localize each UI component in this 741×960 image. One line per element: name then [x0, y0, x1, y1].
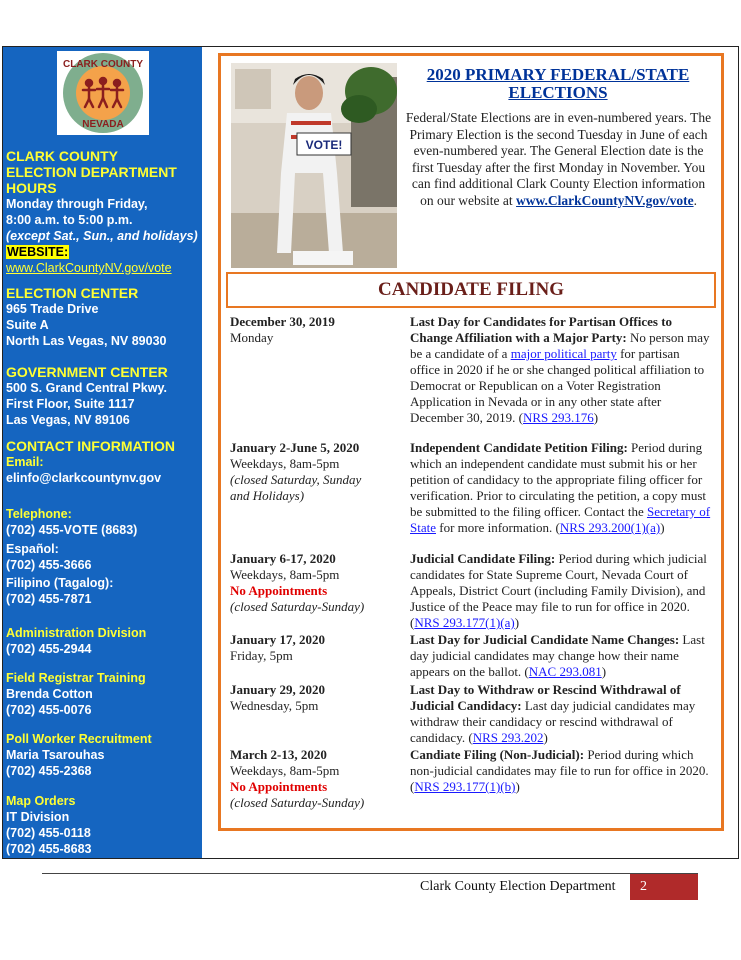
- row-date: January 2-June 5, 2020: [230, 440, 360, 455]
- svg-text:CLARK COUNTY: CLARK COUNTY: [63, 59, 143, 70]
- contact-section: [6, 438, 200, 486]
- intro-suffix: .: [693, 192, 697, 208]
- sidebar: [3, 47, 202, 858]
- secretary-of-state-link[interactable]: Secretary of State: [410, 504, 711, 535]
- hours-heading-1: CLARK COUNTY: [6, 148, 118, 164]
- page-number: 2: [630, 874, 698, 900]
- nrs-293-176-link[interactable]: NRS 293.176: [523, 410, 594, 425]
- government-center-line: Las Vegas, NV 89106: [6, 413, 130, 427]
- hours-except: (except Sat., Sun., and holidays): [6, 229, 198, 243]
- poll-worker-number: (702) 455-2368: [6, 764, 92, 778]
- row-description: [410, 632, 712, 680]
- espanol-label: Español:: [6, 542, 59, 556]
- email-label: Email:: [6, 455, 44, 469]
- svg-text:VOTE!: VOTE!: [305, 138, 343, 152]
- footer-divider: [42, 873, 698, 874]
- row-desc-title: Last Day for Judicial Candidate Name Changes:: [410, 632, 680, 647]
- row-date: March 2-13, 2020: [230, 747, 327, 762]
- elections-intro-text: [405, 110, 712, 209]
- row-note: (closed Saturday-Sunday): [230, 795, 365, 810]
- row-subtext: Monday: [230, 330, 274, 345]
- poll-worker-name: Maria Tsarouhas: [6, 748, 105, 762]
- no-appointments-label: No Appointments: [230, 583, 328, 598]
- row-desc-text: ): [593, 410, 599, 425]
- row-date: January 17, 2020: [230, 632, 325, 647]
- candidate-filing-banner: CANDIDATE FILING: [226, 272, 716, 308]
- row-subtext: Weekdays, 8am-5pm: [230, 763, 340, 778]
- espanol-number: (702) 455-3666: [6, 558, 92, 572]
- row-desc-text: ): [514, 615, 520, 630]
- row-description: [410, 551, 712, 631]
- row-desc-text: for more information. (: [436, 520, 560, 535]
- hours-time: 8:00 a.m. to 5:00 p.m.: [6, 213, 133, 227]
- row-description: [410, 440, 712, 536]
- registrar-section: [6, 670, 200, 718]
- government-center-heading: GOVERNMENT CENTER: [6, 364, 168, 380]
- filipino-label: Filipino (Tagalog):: [6, 576, 114, 590]
- footer-department: Clark County Election Department: [420, 879, 616, 894]
- map-orders-number: (702) 455-8683: [6, 842, 92, 856]
- election-center-heading: ELECTION CENTER: [6, 285, 139, 301]
- row-desc-text: Last day judicial candidates may change how their name appears on the ballot. (: [410, 632, 705, 679]
- clark-county-logo: [57, 51, 149, 135]
- telephone-section: [6, 506, 200, 538]
- espanol-section: [6, 541, 200, 573]
- row-date: January 6-17, 2020: [230, 551, 336, 566]
- voter-photo: [231, 63, 397, 268]
- row-desc-title: Candiate Filing (Non-Judicial):: [410, 747, 585, 762]
- election-center-line: 965 Trade Drive: [6, 302, 99, 316]
- filipino-section: [6, 575, 200, 607]
- registrar-label: Field Registrar Training: [6, 671, 146, 685]
- poll-worker-section: [6, 731, 200, 779]
- admin-section: [6, 625, 200, 657]
- registrar-name: Brenda Cotton: [6, 687, 93, 701]
- registrar-number: (702) 455-0076: [6, 703, 92, 717]
- map-orders-section: [6, 793, 200, 857]
- row-desc-text: Period during which judicial candidates for State Supreme Court, Nevada Court of Appeals, District Court (including Family Division), and Justice of the Peace may file to run for office in 2020. (: [410, 551, 707, 630]
- website-link[interactable]: www.ClarkCountyNV.gov/vote: [6, 261, 172, 275]
- row-subtext: Weekdays, 8am-5pm: [230, 567, 340, 582]
- row-desc-text: No person may be a candidate of a: [410, 330, 710, 361]
- hours-days: Monday through Friday,: [6, 197, 148, 211]
- row-subtext: Friday, 5pm: [230, 648, 293, 663]
- county-vote-link[interactable]: www.ClarkCountyNV.gov/vote: [516, 192, 694, 208]
- row-description: [410, 314, 712, 426]
- government-center-line: 500 S. Grand Central Pkwy.: [6, 381, 167, 395]
- admin-label: Administration Division: [6, 626, 147, 640]
- admin-number: (702) 455-2944: [6, 642, 92, 656]
- row-note: (closed Saturday, Sunday and Holidays): [230, 472, 362, 503]
- row-subtext: Weekdays, 8am-5pm: [230, 456, 340, 471]
- telephone-label: Telephone:: [6, 507, 72, 521]
- row-desc-title: Last Day for Candidates for Partisan Offices to Change Affiliation with a Major Party:: [410, 314, 673, 345]
- row-desc-title: Judicial Candidate Filing:: [410, 551, 556, 566]
- svg-text:NEVADA: NEVADA: [82, 119, 124, 130]
- email-address[interactable]: elinfo@clarkcountynv.gov: [6, 471, 162, 485]
- election-center-section: [6, 285, 200, 349]
- poll-worker-label: Poll Worker Recruitment: [6, 732, 152, 746]
- map-orders-label: Map Orders: [6, 794, 76, 808]
- nac-293-081-link[interactable]: NAC 293.081: [528, 664, 602, 679]
- map-orders-number: (702) 455-0118: [6, 826, 91, 840]
- nrs-293-177-1b-link[interactable]: NRS 293.177(1)(b): [414, 779, 516, 794]
- contact-heading: CONTACT INFORMATION: [6, 438, 176, 454]
- hours-heading-2: ELECTION DEPARTMENT: [6, 164, 177, 180]
- government-center-section: [6, 364, 200, 428]
- row-date: December 30, 2019: [230, 314, 335, 329]
- row-note: (closed Saturday-Sunday): [230, 599, 365, 614]
- hours-heading-3: HOURS: [6, 180, 57, 196]
- row-desc-text: ): [515, 779, 520, 794]
- elections-title-line1: 2020 PRIMARY FEDERAL/STATE: [426, 65, 690, 84]
- row-description: [410, 747, 712, 795]
- intro-paragraph: Federal/State Elections are in even-numbered years. The Primary Election is the second Tuesday in June of each even-numbered year. The General Election date is the first Tuesday after the first Monday in November. You can find additional Clark County Election information on our website at: [405, 110, 712, 208]
- row-desc-text: Last day judicial candidates may withdraw their candidacy or rescind withdrawal of candidacy. (: [410, 698, 696, 745]
- election-center-line: Suite A: [6, 318, 49, 332]
- telephone-number: (702) 455-VOTE (8683): [6, 523, 138, 537]
- nrs-293-202-link[interactable]: NRS 293.202: [472, 730, 544, 745]
- map-orders-name: IT Division: [6, 810, 70, 824]
- row-subtext: Wednesday, 5pm: [230, 698, 319, 713]
- elections-title: [402, 66, 714, 102]
- nrs-293-200-link[interactable]: NRS 293.200(1)(a): [559, 520, 661, 535]
- row-desc-title: Independent Candidate Petition Filing:: [410, 440, 628, 455]
- row-description: [410, 682, 712, 746]
- row-desc-text: ): [601, 664, 607, 679]
- no-appointments-label: No Appointments: [230, 779, 328, 794]
- row-desc-title: Last Day to Withdraw or Rescind Withdrawal of Judicial Candidacy:: [410, 682, 681, 713]
- row-desc-text: ): [660, 520, 665, 535]
- nrs-293-177-1a-link[interactable]: NRS 293.177(1)(a): [414, 615, 515, 630]
- major-party-link[interactable]: major political party: [510, 346, 617, 361]
- hours-section: [6, 148, 200, 276]
- government-center-line: First Floor, Suite 1117: [6, 397, 135, 411]
- election-center-line: North Las Vegas, NV 89030: [6, 334, 167, 348]
- row-desc-text: for partisan office in 2020 if he or she changed political affiliation to Democrat or Republican on a Voter Registration Application in Nevada or in any other state after December 30, 2019. (: [410, 346, 705, 425]
- row-desc-text: ): [543, 730, 548, 745]
- website-label: WEBSITE:: [7, 245, 69, 259]
- row-desc-text: Period during which an independent candidate must submit his or her petition of candidacy to the appropriate filing officer for verification. Prior to circulating the petition, a copy must be submitted to the filing officer. Contact the: [410, 440, 707, 519]
- filipino-number: (702) 455-7871: [6, 592, 92, 606]
- row-date: January 29, 2020: [230, 682, 325, 697]
- elections-title-line2: ELECTIONS: [508, 83, 608, 102]
- row-desc-text: Period during which non-judicial candidates may file to run for office in 2020. (: [410, 747, 709, 794]
